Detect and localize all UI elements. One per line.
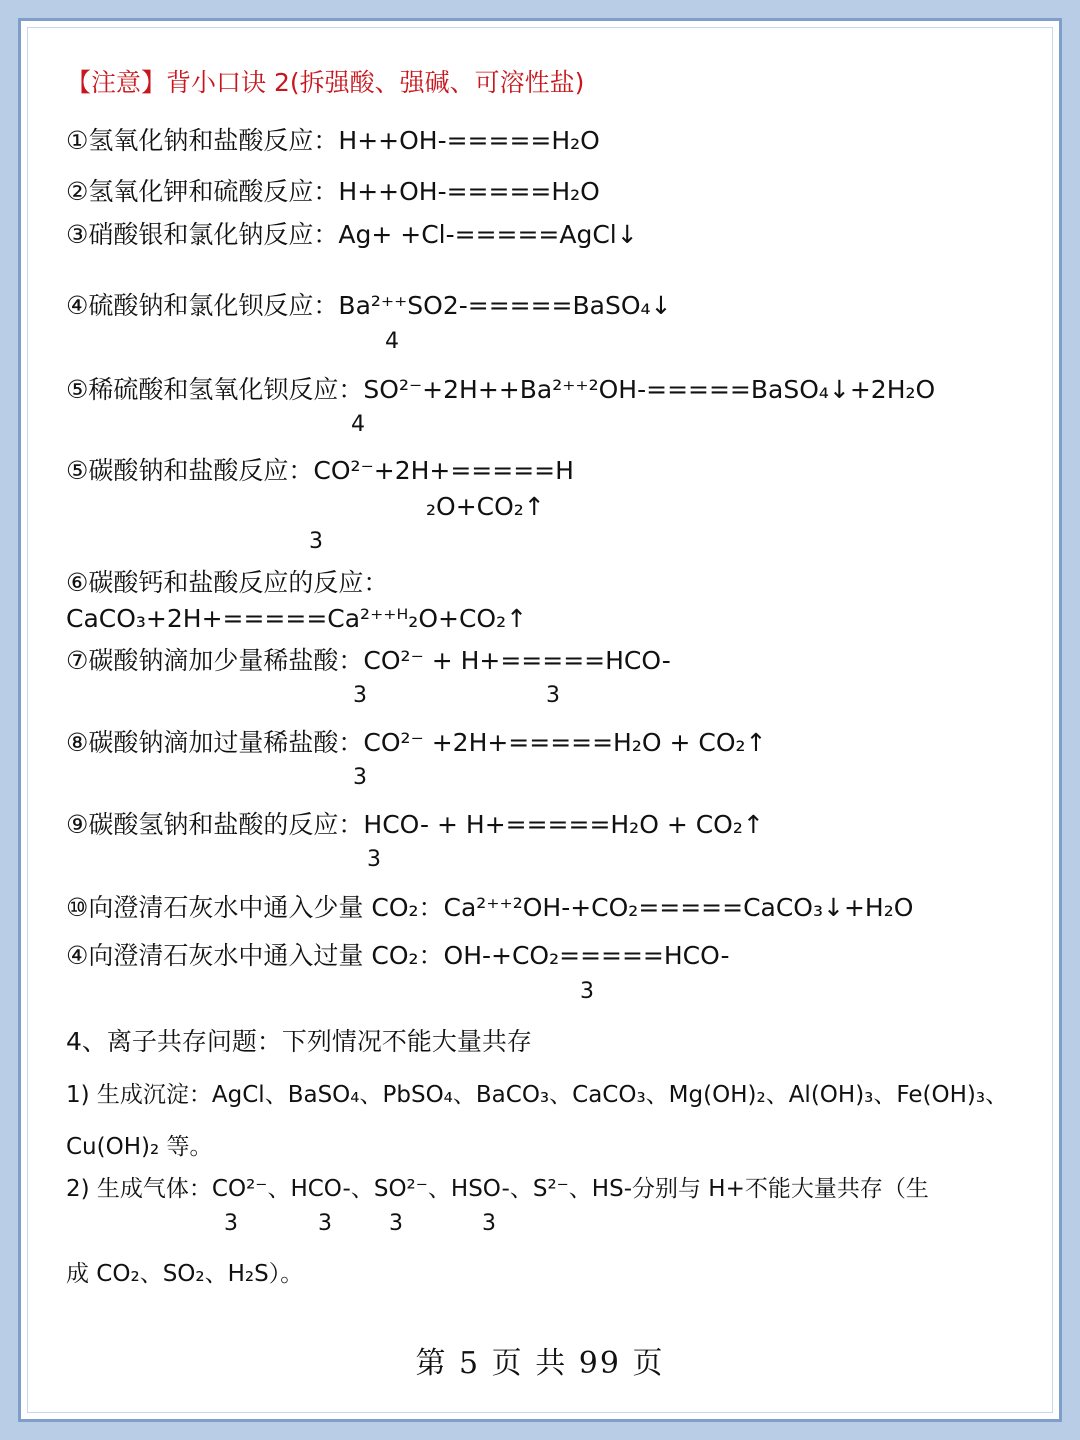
subscript-digit: 4 <box>385 329 399 354</box>
equation-line: ③硝酸银和氯化钠反应：Ag+ +Cl-=====AgCl↓ <box>66 220 638 249</box>
subscript-digit: 3 <box>546 683 560 708</box>
equation-line: ⑤碳酸钠和盐酸反应：CO²⁻+2H+=====H <box>66 456 574 485</box>
subscript-digit: 3 <box>367 847 381 872</box>
equation-line: ⑦碳酸钠滴加少量稀盐酸：CO²⁻ + H+=====HCO- <box>66 646 671 675</box>
subscript-digit: 3 <box>482 1211 496 1236</box>
subscript-digit: 3 <box>353 683 367 708</box>
subscript-digit: 3 <box>353 765 367 790</box>
list-item: 1) 生成沉淀：AgCl、BaSO₄、PbSO₄、BaCO₃、CaCO₃、Mg(OH)₂、Al(OH)₃、Fe(OH)₃、 <box>66 1082 1009 1108</box>
list-item: 2) 生成气体：CO²⁻、HCO-、SO²⁻、HSO-、S²⁻、HS-分别与 H+不能大量共存（生 <box>66 1176 929 1202</box>
equation-line: ⑧碳酸钠滴加过量稀盐酸：CO²⁻ +2H+=====H₂O + CO₂↑ <box>66 728 767 757</box>
subscript-digit: 3 <box>389 1211 403 1236</box>
equation-line: ⑨碳酸氢钠和盐酸的反应：HCO- + H+=====H₂O + CO₂↑ <box>66 810 764 839</box>
equation-line: ④向澄清石灰水中通入过量 CO₂：OH-+CO₂=====HCO- <box>66 941 730 970</box>
subscript-digit: 3 <box>224 1211 238 1236</box>
equation-line: CaCO₃+2H+=====Ca²⁺⁺ᴴ₂O+CO₂↑ <box>66 604 528 633</box>
equation-line: ⑤稀硫酸和氢氧化钡反应：SO²⁻+2H++Ba²⁺⁺²OH-=====BaSO₄↓+2H₂O <box>66 375 936 404</box>
equation-line: ④硫酸钠和氯化钡反应：Ba²⁺⁺SO2-=====BaSO₄↓ <box>66 291 672 320</box>
subscript-digit: 3 <box>309 529 323 554</box>
section-title: 【注意】背小口诀 2(拆强酸、强碱、可溶性盐) <box>66 68 585 97</box>
list-item-continuation: Cu(OH)₂ 等。 <box>66 1134 213 1160</box>
page-footer: 第 5 页 共 99 页 <box>415 1346 665 1381</box>
equation-continuation: ₂O+CO₂↑ <box>426 492 545 521</box>
section-heading: 4、离子共存问题：下列情况不能大量共存 <box>66 1027 532 1056</box>
subscript-digit: 3 <box>318 1211 332 1236</box>
subscript-digit: 3 <box>580 979 594 1004</box>
equation-line: ①氢氧化钠和盐酸反应：H++OH-=====H₂O <box>66 126 600 155</box>
list-item-continuation: 成 CO₂、SO₂、H₂S）。 <box>66 1261 304 1287</box>
equation-line: ②氢氧化钾和硫酸反应：H++OH-=====H₂O <box>66 177 600 206</box>
equation-heading: ⑥碳酸钙和盐酸反应的反应： <box>66 568 389 597</box>
subscript-digit: 4 <box>351 412 365 437</box>
equation-line: ⑩向澄清石灰水中通入少量 CO₂：Ca²⁺⁺²OH-+CO₂=====CaCO₃↓+H₂O <box>66 893 914 922</box>
